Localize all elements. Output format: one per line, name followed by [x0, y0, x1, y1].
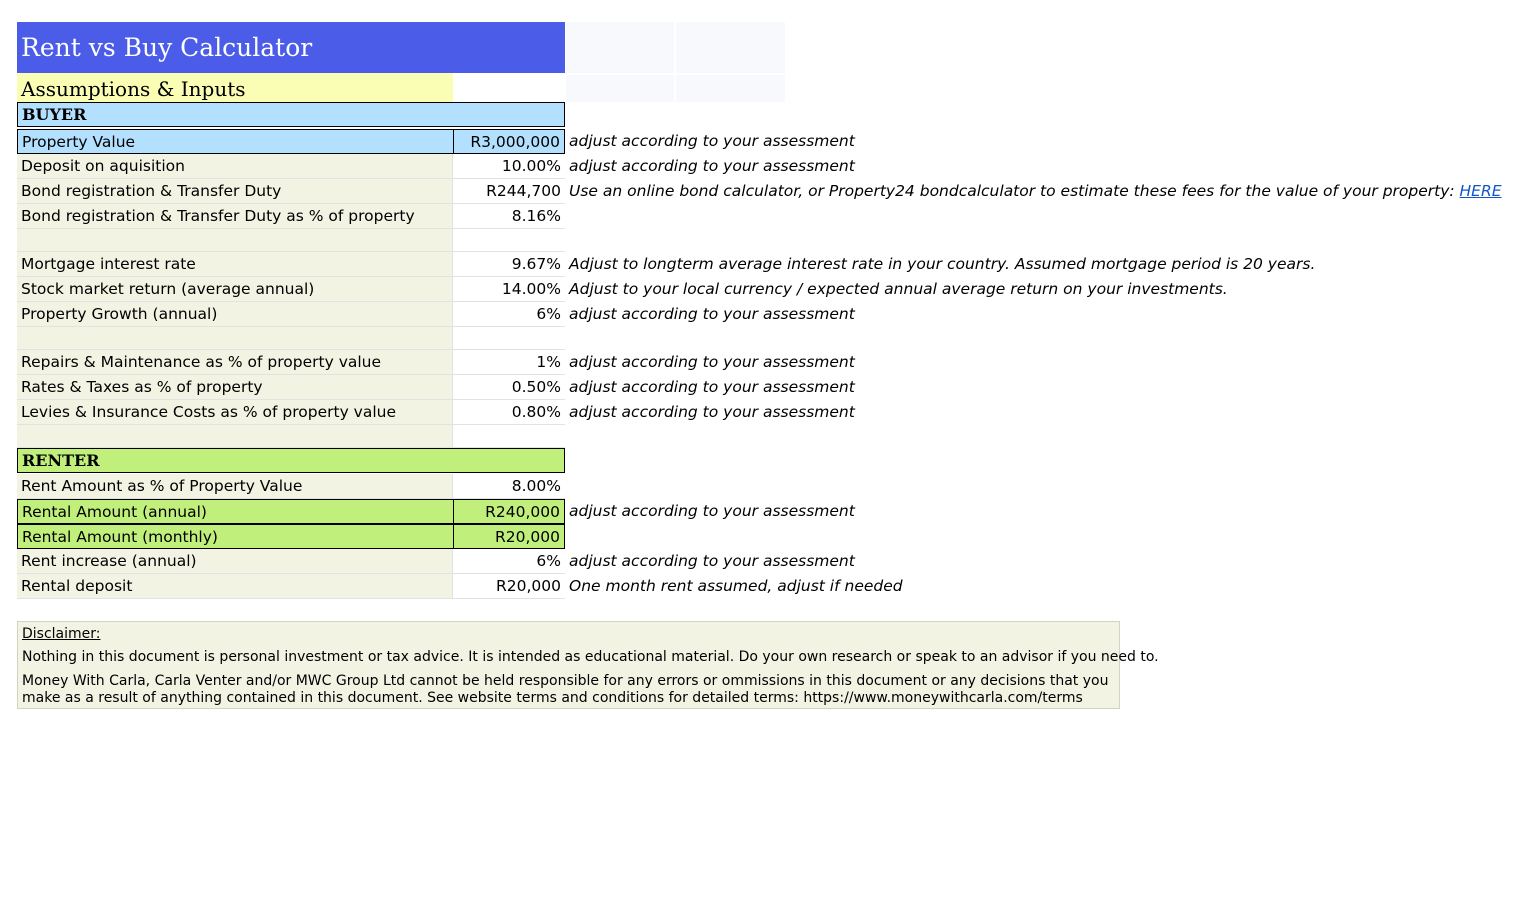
- table-row: [17, 302, 855, 327]
- empty-cell[interactable]: [453, 425, 565, 448]
- row-note: adjust according to your assessment: [569, 378, 855, 396]
- row-label-rent-percent[interactable]: Rent Amount as % of Property Value: [17, 474, 453, 499]
- empty-row: [17, 229, 565, 252]
- row-label-mortgage-rate[interactable]: Mortgage interest rate: [17, 252, 453, 277]
- row-label-stock-return[interactable]: Stock market return (average annual): [17, 277, 453, 302]
- row-label-rent-increase[interactable]: Rent increase (annual): [17, 549, 453, 574]
- row-note: adjust according to your assessment: [569, 552, 855, 570]
- row-label-deposit[interactable]: Deposit on aquisition: [17, 154, 453, 179]
- input-property-growth[interactable]: 6%: [453, 302, 565, 327]
- table-row: [17, 204, 565, 229]
- row-label-property-growth[interactable]: Property Growth (annual): [17, 302, 453, 327]
- row-note: One month rent assumed, adjust if needed: [569, 577, 903, 595]
- input-repairs[interactable]: 1%: [453, 350, 565, 375]
- input-stock-return[interactable]: 14.00%: [453, 277, 565, 302]
- table-row: [17, 474, 565, 499]
- table-row: [17, 179, 1502, 204]
- table-row: [17, 499, 855, 524]
- row-label-rental-annual[interactable]: Rental Amount (annual): [17, 499, 453, 524]
- assumptions-heading[interactable]: Assumptions & Inputs: [17, 73, 453, 102]
- disclaimer-box[interactable]: [17, 621, 1159, 709]
- row-label-bond-percent[interactable]: Bond registration & Transfer Duty as % of property: [17, 204, 453, 229]
- value-rental-monthly[interactable]: R20,000: [453, 524, 565, 549]
- disclaimer-title: Disclaimer:: [22, 626, 101, 642]
- buyer-section-header[interactable]: BUYER: [17, 102, 565, 127]
- input-rental-deposit[interactable]: R20,000: [453, 574, 565, 599]
- table-row: [17, 400, 855, 425]
- value-bond-percent[interactable]: 8.16%: [453, 204, 565, 229]
- table-row: [17, 524, 565, 549]
- renter-section-header[interactable]: RENTER: [17, 448, 565, 473]
- row-label-bond-registration[interactable]: Bond registration & Transfer Duty: [17, 179, 453, 204]
- row-note: adjust according to your assessment: [569, 502, 855, 520]
- table-row: [17, 375, 855, 400]
- row-note: adjust according to your assessment: [569, 403, 855, 421]
- table-row: [17, 350, 855, 375]
- disclaimer-paragraph: Nothing in this document is personal investment or tax advice. It is intended as educational material. Do your own research or speak to an advisor if you need to.: [22, 649, 1159, 665]
- input-rent-percent[interactable]: 8.00%: [453, 474, 565, 499]
- row-label-property-value[interactable]: Property Value: [17, 129, 453, 154]
- input-rates-taxes[interactable]: 0.50%: [453, 375, 565, 400]
- row-note: adjust according to your assessment: [569, 132, 855, 150]
- row-label-rental-deposit[interactable]: Rental deposit: [17, 574, 453, 599]
- row-note: adjust according to your assessment: [569, 157, 855, 175]
- empty-cell[interactable]: [566, 22, 674, 73]
- input-mortgage-rate[interactable]: 9.67%: [453, 252, 565, 277]
- row-label-rental-monthly[interactable]: Rental Amount (monthly): [17, 524, 453, 549]
- row-note: Adjust to your local currency / expected annual average return on your investments.: [569, 280, 1228, 298]
- input-deposit[interactable]: 10.00%: [453, 154, 565, 179]
- table-row: [17, 277, 1228, 302]
- empty-cell[interactable]: [453, 229, 565, 252]
- disclaimer-paragraph: Money With Carla, Carla Venter and/or MWC Group Ltd cannot be held responsible for any errors or ommissions in this document or any decisions that you make as a result of anything contained in this document. See website terms and conditions for detailed terms: https://www.moneywithcarla.com/terms: [22, 673, 1109, 706]
- empty-cell[interactable]: [17, 425, 453, 448]
- empty-row: [17, 327, 565, 350]
- input-rent-increase[interactable]: 6%: [453, 549, 565, 574]
- row-label-rates-taxes[interactable]: Rates & Taxes as % of property: [17, 375, 453, 400]
- value-bond-registration[interactable]: R244,700: [453, 179, 565, 204]
- empty-cell[interactable]: [676, 22, 785, 73]
- table-row: [17, 574, 903, 599]
- here-link[interactable]: HERE: [1459, 182, 1502, 200]
- row-label-levies[interactable]: Levies & Insurance Costs as % of property value: [17, 400, 453, 425]
- input-levies[interactable]: 0.80%: [453, 400, 565, 425]
- row-note: adjust according to your assessment: [569, 353, 855, 371]
- row-note-text: Use an online bond calculator, or Property24 bondcalculator to estimate these fees for the value of your property:: [569, 182, 1460, 200]
- row-note: Adjust to longterm average interest rate in your country. Assumed mortgage period is 20 years.: [569, 255, 1316, 273]
- empty-cell[interactable]: [17, 229, 453, 252]
- row-note: adjust according to your assessment: [569, 305, 855, 323]
- empty-cell[interactable]: [17, 327, 453, 350]
- empty-cell[interactable]: [566, 75, 674, 102]
- row-label-repairs[interactable]: Repairs & Maintenance as % of property value: [17, 350, 453, 375]
- empty-cell[interactable]: [676, 75, 785, 102]
- empty-cell[interactable]: [453, 327, 565, 350]
- table-row: [17, 129, 855, 154]
- sheet-title[interactable]: Rent vs Buy Calculator: [17, 22, 565, 73]
- value-rental-annual[interactable]: R240,000: [453, 499, 565, 524]
- row-note: [565, 179, 1502, 204]
- empty-row: [17, 425, 565, 448]
- table-row: [17, 252, 1315, 277]
- table-row: [17, 549, 855, 574]
- table-row: [17, 154, 855, 179]
- input-property-value[interactable]: R3,000,000: [453, 129, 565, 154]
